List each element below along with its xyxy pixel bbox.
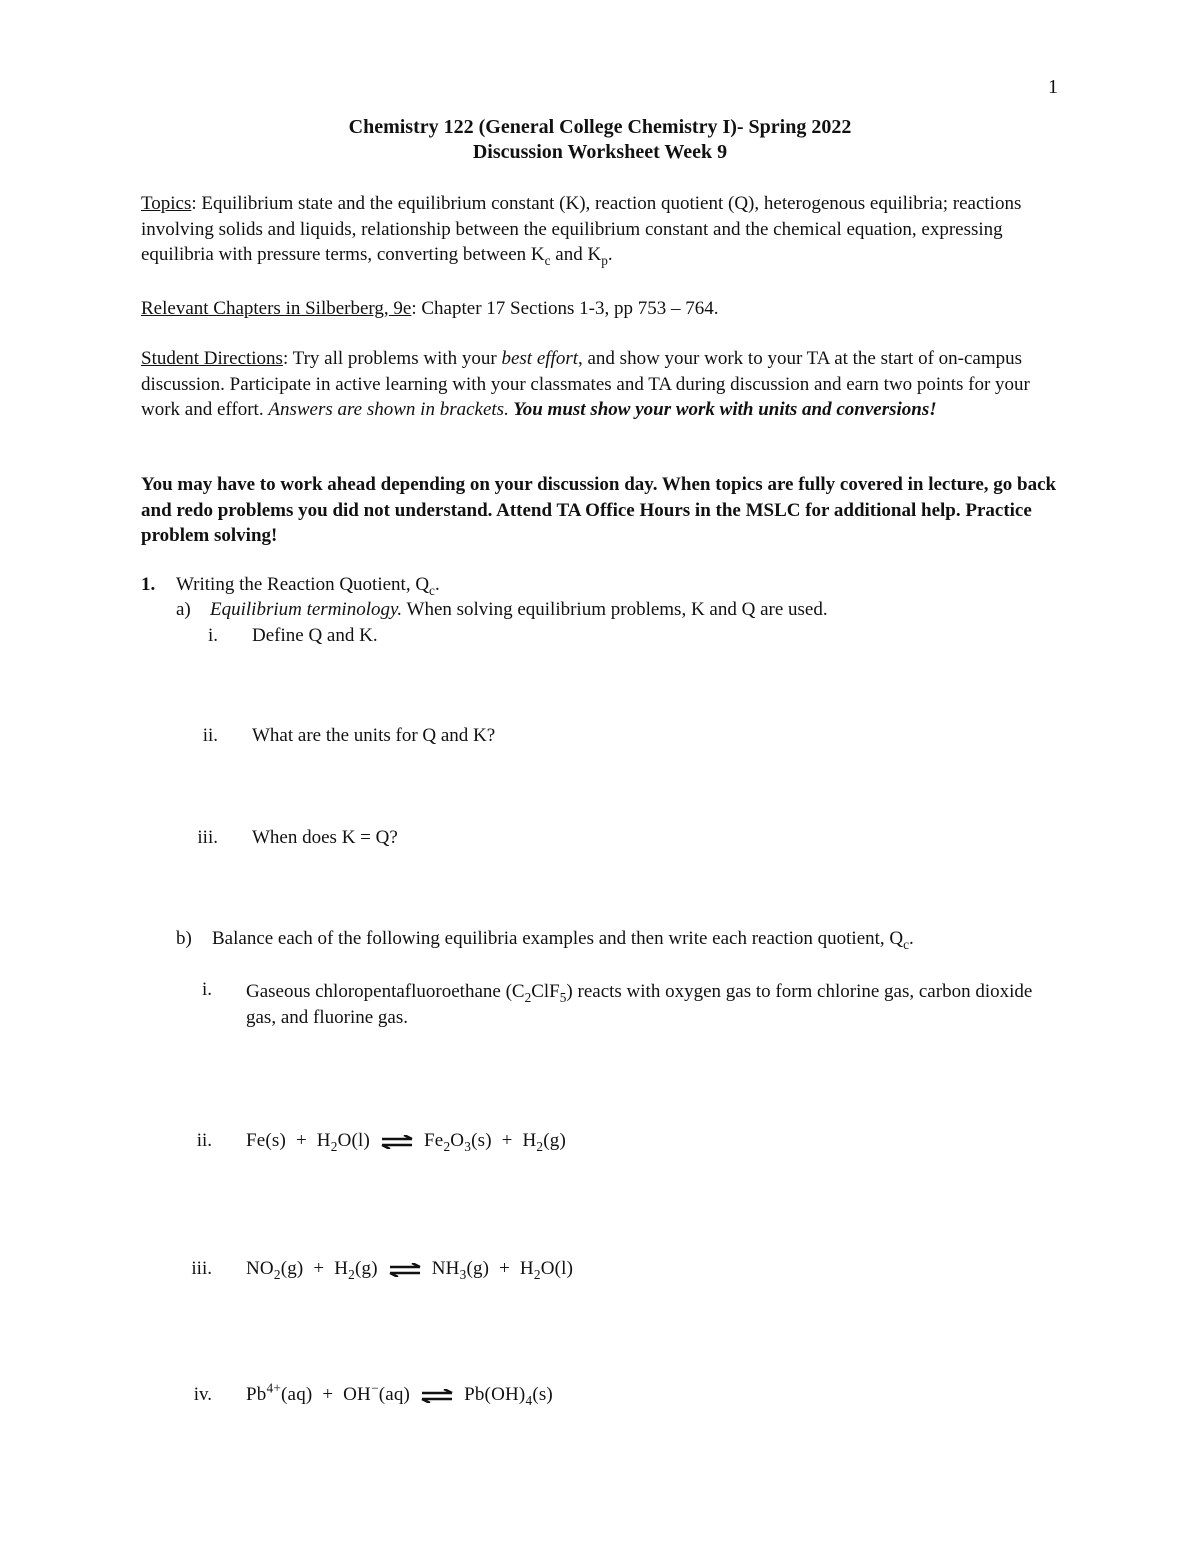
part-b-label: b) <box>176 928 192 949</box>
directions-text-b: , and show your work to your TA at the start of on-campus discussion. Participate in active learning with your classmates and TA during discussion and earn two points for your work and effort. <box>141 348 1030 420</box>
topics-paragraph <box>141 191 1066 268</box>
worksheet-title: Chemistry 122 (General College Chemistry I)- Spring 2022 <box>348 116 852 138</box>
question-1-number: 1. <box>141 574 156 595</box>
directions-text-a: : Try all problems with your <box>282 348 502 369</box>
chapters-paragraph <box>141 296 1066 322</box>
topics-end: . <box>607 244 613 265</box>
worksheet-subtitle: Discussion Worksheet Week 9 <box>472 141 728 163</box>
equation-lead-hydroxide: $Pb^{4+}(aq) + OH^-(aq)$ $Pb(OH)_4(s)$ <box>246 1380 553 1408</box>
equation-iron-water: $Fe(s) + H_2O(l) Fe_2O_3(s) + H_2(g)$ <box>246 1130 566 1154</box>
part-b-item-1-text: Gaseous chloropentafluoroethane $(C_2ClF_5)$ reacts with oxygen gas to form chlorine gas, carbon dioxide gas, and fluorine gas. <box>246 981 1033 1028</box>
best-effort-text: best effort <box>501 348 578 369</box>
answers-note: Answers are shown in brackets. <box>268 399 509 420</box>
equation-nitrogen-dioxide: $NO_2(g) + H_2(g) NH_3(g) + H_2O(l)$ <box>246 1258 574 1282</box>
part-a-item-1-num: i. <box>207 625 218 646</box>
topics-and: and K <box>550 244 602 265</box>
part-a-text: Equilibrium terminology. When solving equilibrium problems, K and Q are used. <box>210 599 828 620</box>
kc-subscript: c <box>544 252 551 268</box>
work-ahead-notice: You may have to work ahead depending on your discussion day. When topics are fully covered in lecture, go back and redo problems you did not understand. Attend TA Office Hours in the MSLC for additional help. Practice problem solving! <box>141 474 1057 546</box>
must-show-work-note: You must show your work with units and conversions! <box>508 399 937 420</box>
chapters-text: : Chapter 17 Sections 1-3, pp 753 – 764. <box>411 298 719 319</box>
equilibrium-arrow-icon <box>420 1389 454 1403</box>
part-b-text: Balance each of the following equilibria examples and then write each reaction quotient, $Q_c$. <box>212 928 914 952</box>
part-b-item-3-num: iii. <box>191 1258 212 1279</box>
page-number: 1 <box>1048 76 1058 98</box>
question-1-title: Writing the Reaction Quotient, $Q_c$. <box>176 574 440 598</box>
equilibrium-arrow-icon <box>388 1263 422 1277</box>
part-b-item-4-num: iv. <box>193 1384 212 1405</box>
part-b-item-1-num: i. <box>201 979 212 1000</box>
part-a-label: a) <box>176 599 191 620</box>
kp-subscript: p <box>601 252 608 268</box>
topics-label: Topics <box>141 193 192 214</box>
part-a-item-3-text: When does K = Q? <box>252 827 398 848</box>
part-a-item-2-num: ii. <box>202 725 218 746</box>
equilibrium-arrow-icon <box>380 1135 414 1149</box>
chapters-label: Relevant Chapters in Silberberg, 9e <box>141 298 412 319</box>
topics-text: : Equilibrium state and the equilibrium constant (K), reaction quotient (Q), heterogenous equilibria; reactions involving solids and liquids, relationship between the equilibrium constant and the chemical equation, expressing equilibria with pressure terms, converting between K <box>141 193 1022 265</box>
part-b-item-2-num: ii. <box>196 1130 212 1151</box>
part-a-item-3-num: iii. <box>197 827 218 848</box>
part-a-item-1-text: Define Q and K. <box>252 625 378 646</box>
part-a-item-2-text: What are the units for Q and K? <box>252 725 496 746</box>
directions-paragraph <box>141 346 1066 423</box>
directions-label: Student Directions <box>141 348 283 369</box>
